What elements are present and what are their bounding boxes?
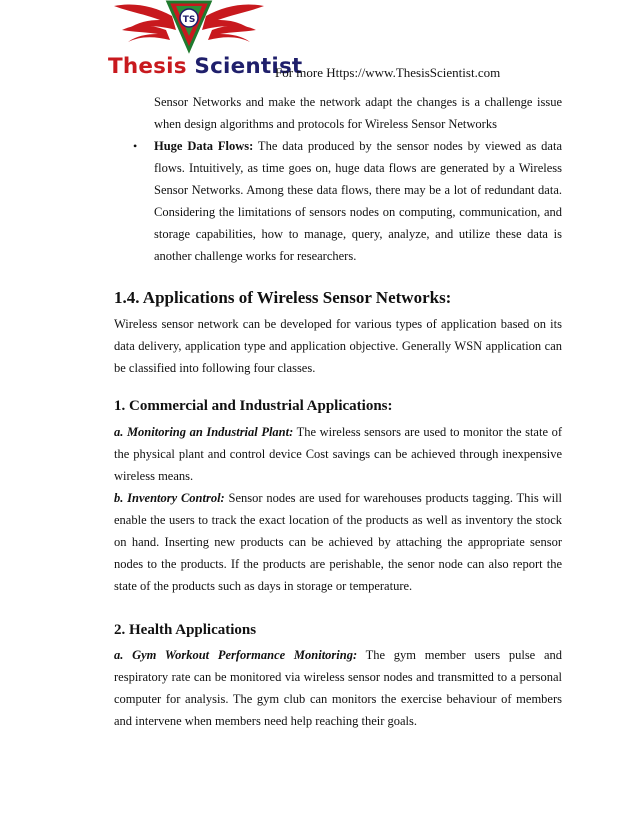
monitoring-industrial-plant-paragraph [114, 421, 562, 487]
logo-monogram: TS [182, 15, 196, 25]
gym-workout-text: The gym member users pulse and respiratory rate can be monitored via wireless sensor nodes and transmitted to a personal computer for analysis. The gym club can monitors the exercise behaviour of members and intervene when members need help reaching their goals. [114, 648, 562, 728]
winged-emblem-icon [104, 0, 274, 60]
commercial-industrial-heading: 1. Commercial and Industrial Applications: [114, 398, 393, 414]
inventory-control-label: b. Inventory Control: [114, 491, 225, 505]
intro-continued-paragraph: Sensor Networks and make the network adapt the changes is a challenge issue when design algorithms and protocols for Wireless Sensor Networks [154, 95, 562, 131]
bullet-icon: • [133, 139, 138, 153]
section-1-4-body: Wireless sensor network can be developed for various types of application based on its data delivery, application type and application objective. Generally WSN application can be classified into following four classes. [114, 317, 562, 375]
inventory-control-paragraph [114, 487, 562, 597]
logo-word-scientist: Scientist [194, 54, 303, 79]
logo-wordmark [108, 54, 302, 79]
inventory-control-text: Sensor nodes are used for warehouses products tagging. This will enable the users to track the exact location of the products as well as inventory the stock on hand. Inserting new products can be achieved by attaching the appropriate sensor nodes to the products. If the products are perishable, the senor node can also report the state of the products such as days in storage or temperature. [114, 491, 563, 593]
thesis-scientist-logo [104, 0, 303, 84]
logo-word-thesis: Thesis [108, 54, 187, 79]
page-header [0, 0, 638, 90]
huge-data-flows-label: Huge Data Flows: [154, 139, 254, 153]
gym-workout-paragraph [114, 644, 562, 732]
header-website-link[interactable]: For more Https://www.ThesisScientist.com [275, 65, 501, 80]
huge-data-flows-paragraph [154, 135, 562, 267]
monitoring-industrial-plant-label: a. Monitoring an Industrial Plant: [114, 425, 294, 439]
section-1-4-heading: 1.4. Applications of Wireless Sensor Networks: [114, 288, 452, 307]
huge-data-flows-text: The data produced by the sensor nodes by viewed as data flows. Intuitively, as time goes on, huge data flows are generated by a Wireless Sensor Networks. Among these data flows, there may be a lot of redundant data. Considering the limitations of sensors nodes on computing, communication, and storage capabilities, how to manage, query, analyze, and utilize these data is another challenge works for researchers. [154, 139, 562, 263]
health-applications-heading: 2. Health Applications [114, 622, 257, 638]
monitoring-industrial-plant-text: The wireless sensors are used to monitor the state of the physical plant and control device Cost savings can be achieved through inexpensive wireless means. [114, 425, 562, 483]
gym-workout-label: a. Gym Workout Performance Monitoring: [114, 648, 358, 662]
